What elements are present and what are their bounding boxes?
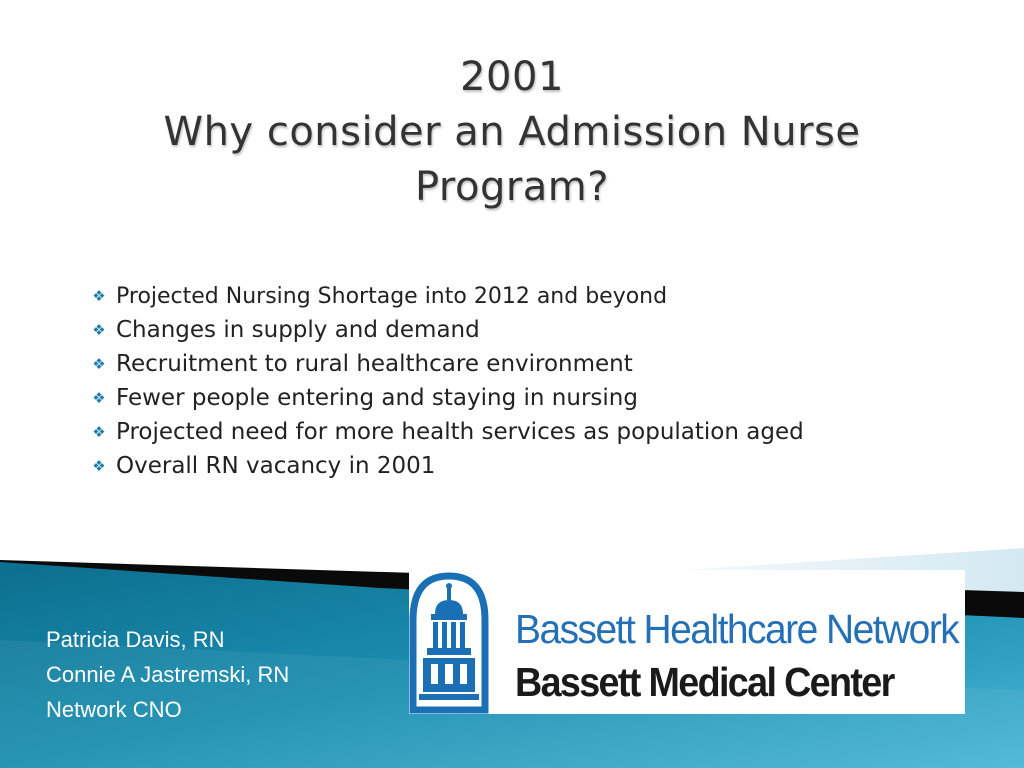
bassett-cupola-icon xyxy=(409,570,489,714)
diamond-bullet-icon: ❖ xyxy=(92,320,106,339)
bullet-item xyxy=(92,279,804,313)
bullet-text: Changes in supply and demand xyxy=(116,317,480,343)
bullet-text: Fewer people entering and staying in nursing xyxy=(116,385,638,411)
bullet-text: Projected need for more health services as population aged xyxy=(116,419,804,445)
diamond-bullet-icon: ❖ xyxy=(92,456,106,475)
bullet-item xyxy=(92,313,804,347)
author-name: Patricia Davis, RN xyxy=(46,627,225,652)
bullet-item xyxy=(92,347,804,381)
title-line-year: 2001 xyxy=(460,54,564,100)
logo-network-text: Bassett Healthcare Network xyxy=(515,606,959,652)
title-line-question: Why consider an Admission Nurse xyxy=(163,109,861,155)
diamond-bullet-icon: ❖ xyxy=(92,286,106,305)
bullet-item xyxy=(92,415,804,449)
author-role: Network CNO xyxy=(46,697,182,722)
bullet-text: Recruitment to rural healthcare environment xyxy=(116,351,633,377)
bullet-text: Projected Nursing Shortage into 2012 and beyond xyxy=(116,283,668,309)
authors-block xyxy=(46,622,289,727)
logo-center-text: Bassett Medical Center xyxy=(515,659,894,705)
bullet-list xyxy=(92,279,804,483)
bullet-text: Overall RN vacancy in 2001 xyxy=(116,453,436,479)
author-name: Connie A Jastremski, RN xyxy=(46,662,290,687)
title-line-program: Program? xyxy=(415,164,609,210)
bassett-logo xyxy=(409,570,965,714)
diamond-bullet-icon: ❖ xyxy=(92,388,106,407)
bullet-item xyxy=(92,381,804,415)
slide-title xyxy=(40,50,984,215)
bullet-item xyxy=(92,449,804,483)
diamond-bullet-icon: ❖ xyxy=(92,354,106,373)
diamond-bullet-icon: ❖ xyxy=(92,422,106,441)
